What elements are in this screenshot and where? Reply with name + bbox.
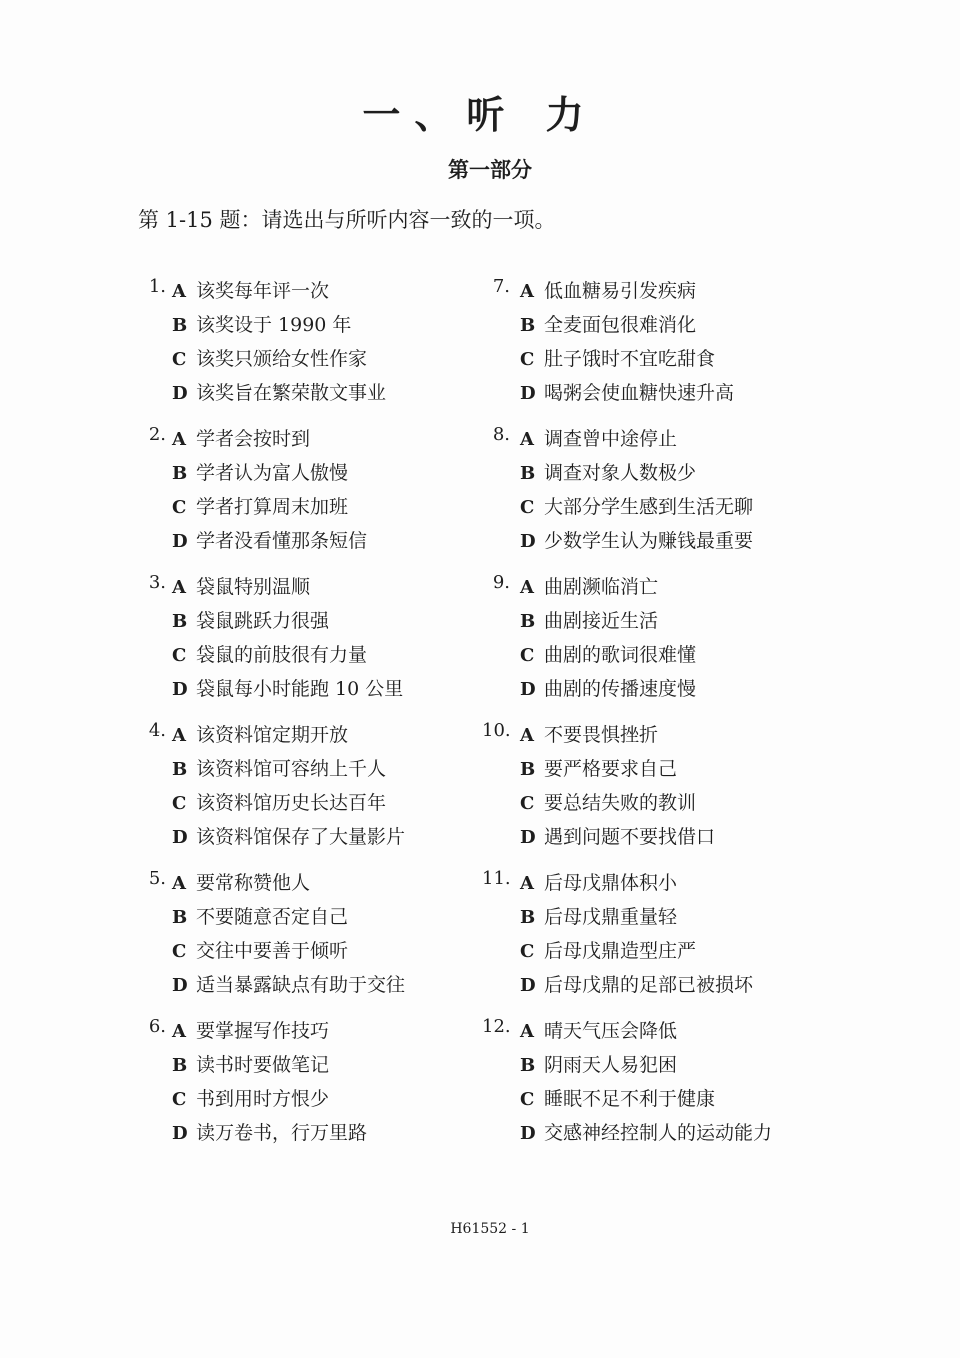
option-text: 调查曾中途停止 bbox=[544, 428, 678, 450]
option-letter: A bbox=[172, 281, 186, 302]
answer-option[interactable] bbox=[172, 1084, 329, 1118]
option-letter: A bbox=[520, 873, 534, 894]
option-text: 该奖只颁给女性作家 bbox=[196, 348, 368, 370]
option-text: 后母戊鼎的足部已被损坏 bbox=[544, 974, 754, 996]
option-letter: D bbox=[520, 531, 536, 552]
option-letter: C bbox=[520, 645, 535, 666]
answer-option[interactable] bbox=[520, 492, 753, 526]
option-letter: C bbox=[520, 349, 535, 370]
option-letter: C bbox=[520, 941, 535, 962]
option-letter: C bbox=[172, 941, 187, 962]
option-letter: D bbox=[172, 383, 188, 404]
option-letter: B bbox=[520, 463, 536, 484]
option-text: 曲剧的传播速度慢 bbox=[544, 678, 697, 700]
question-number: 11. bbox=[482, 868, 511, 889]
option-letter: B bbox=[172, 315, 188, 336]
answer-option[interactable] bbox=[172, 720, 348, 754]
option-letter: B bbox=[520, 315, 536, 336]
answer-option[interactable] bbox=[172, 1118, 367, 1152]
option-letter: C bbox=[520, 793, 535, 814]
answer-option[interactable] bbox=[172, 1016, 329, 1050]
answer-option[interactable] bbox=[520, 902, 677, 936]
questions-right-column bbox=[482, 276, 902, 1164]
question-number: 7. bbox=[492, 276, 510, 297]
option-text: 低血糖易引发疾病 bbox=[544, 280, 697, 302]
option-text: 肚子饿时不宜吃甜食 bbox=[544, 348, 716, 370]
option-text: 不要随意否定自己 bbox=[196, 906, 349, 928]
option-text: 要常称赞他人 bbox=[196, 872, 311, 894]
option-text: 睡眠不足不利于健康 bbox=[544, 1088, 716, 1110]
option-text: 大部分学生感到生活无聊 bbox=[544, 496, 754, 518]
option-text: 该奖每年评一次 bbox=[196, 280, 330, 302]
option-letter: D bbox=[520, 975, 536, 996]
answer-option[interactable] bbox=[520, 606, 658, 640]
option-letter: A bbox=[172, 577, 186, 598]
answer-option[interactable] bbox=[520, 1016, 677, 1050]
option-letter: B bbox=[520, 759, 536, 780]
section-title: 一、听 力 bbox=[362, 92, 598, 137]
answer-option[interactable] bbox=[520, 424, 677, 458]
option-letter: B bbox=[172, 1055, 188, 1076]
option-text: 学者会按时到 bbox=[196, 428, 311, 450]
answer-option[interactable] bbox=[520, 310, 696, 344]
option-letter: C bbox=[520, 1089, 535, 1110]
answer-option[interactable] bbox=[520, 822, 715, 856]
answer-option[interactable] bbox=[520, 344, 715, 378]
part-heading: 第一部分 bbox=[448, 157, 532, 182]
answer-option[interactable] bbox=[520, 640, 696, 674]
answer-option[interactable] bbox=[520, 1084, 715, 1118]
answer-option[interactable] bbox=[172, 344, 367, 378]
question-item bbox=[482, 1016, 902, 1164]
option-text: 曲剧濒临消亡 bbox=[544, 576, 659, 598]
option-letter: B bbox=[172, 759, 188, 780]
option-letter: D bbox=[172, 827, 188, 848]
option-text: 后母戊鼎体积小 bbox=[544, 872, 678, 894]
question-item bbox=[482, 276, 902, 424]
option-letter: C bbox=[172, 349, 187, 370]
option-letter: A bbox=[172, 725, 186, 746]
option-text: 袋鼠的前肢很有力量 bbox=[196, 644, 368, 666]
answer-option[interactable] bbox=[520, 674, 696, 708]
option-letter: D bbox=[520, 827, 536, 848]
option-text: 袋鼠特别温顺 bbox=[196, 576, 311, 598]
option-letter: B bbox=[172, 611, 188, 632]
answer-option[interactable] bbox=[520, 378, 734, 412]
option-letter: D bbox=[172, 975, 188, 996]
option-letter: B bbox=[520, 907, 536, 928]
option-text: 该资料馆定期开放 bbox=[196, 724, 349, 746]
answer-option[interactable] bbox=[520, 936, 696, 970]
question-item bbox=[482, 720, 902, 868]
answer-option[interactable] bbox=[172, 970, 405, 1004]
answer-option[interactable] bbox=[520, 720, 658, 754]
question-number: 3. bbox=[148, 572, 166, 593]
answer-option[interactable] bbox=[172, 788, 386, 822]
answer-option[interactable] bbox=[172, 424, 310, 458]
answer-option[interactable] bbox=[520, 1118, 772, 1152]
option-text: 学者打算周末加班 bbox=[196, 496, 349, 518]
option-letter: A bbox=[520, 1021, 534, 1042]
option-letter: B bbox=[172, 463, 188, 484]
option-text: 读书时要做笔记 bbox=[196, 1054, 330, 1076]
option-text: 少数学生认为赚钱最重要 bbox=[544, 530, 754, 552]
question-number: 8. bbox=[492, 424, 510, 445]
option-letter: A bbox=[520, 577, 534, 598]
answer-option[interactable] bbox=[520, 276, 696, 310]
option-letter: A bbox=[172, 1021, 186, 1042]
answer-option[interactable] bbox=[520, 868, 677, 902]
option-text: 不要畏惧挫折 bbox=[544, 724, 659, 746]
question-number: 12. bbox=[482, 1016, 511, 1037]
option-text: 要严格要求自己 bbox=[544, 758, 678, 780]
option-letter: C bbox=[520, 497, 535, 518]
question-number: 6. bbox=[148, 1016, 166, 1037]
answer-option[interactable] bbox=[172, 572, 310, 606]
answer-option[interactable] bbox=[520, 970, 753, 1004]
question-number: 4. bbox=[148, 720, 166, 741]
option-text: 该奖设于 1990 年 bbox=[196, 314, 352, 336]
option-text: 袋鼠跳跃力很强 bbox=[196, 610, 330, 632]
option-letter: C bbox=[172, 793, 187, 814]
option-text: 要掌握写作技巧 bbox=[196, 1020, 330, 1042]
option-letter: D bbox=[172, 1123, 188, 1144]
option-text: 调查对象人数极少 bbox=[544, 462, 697, 484]
answer-option[interactable] bbox=[172, 1050, 329, 1084]
option-letter: D bbox=[172, 531, 188, 552]
option-text: 书到用时方恨少 bbox=[196, 1088, 330, 1110]
page-footer: H61552 - 1 bbox=[450, 1221, 530, 1237]
option-text: 该奖旨在繁荣散文事业 bbox=[196, 382, 387, 404]
answer-option[interactable] bbox=[172, 640, 367, 674]
option-letter: A bbox=[520, 429, 534, 450]
question-number: 9. bbox=[492, 572, 510, 593]
option-text: 适当暴露缺点有助于交往 bbox=[196, 974, 406, 996]
answer-option[interactable] bbox=[172, 378, 386, 412]
option-text: 全麦面包很难消化 bbox=[544, 314, 697, 336]
option-text: 该资料馆可容纳上千人 bbox=[196, 758, 387, 780]
question-number: 10. bbox=[482, 720, 511, 741]
question-item bbox=[482, 868, 902, 1016]
answer-option[interactable] bbox=[172, 492, 348, 526]
option-letter: A bbox=[172, 873, 186, 894]
option-letter: B bbox=[520, 611, 536, 632]
option-text: 喝粥会使血糖快速升高 bbox=[544, 382, 735, 404]
option-letter: A bbox=[520, 281, 534, 302]
option-letter: D bbox=[172, 679, 188, 700]
option-letter: D bbox=[520, 679, 536, 700]
answer-option[interactable] bbox=[172, 276, 329, 310]
option-text: 后母戊鼎造型庄严 bbox=[544, 940, 697, 962]
option-text: 阴雨天人易犯困 bbox=[544, 1054, 678, 1076]
option-letter: A bbox=[172, 429, 186, 450]
option-text: 袋鼠每小时能跑 10 公里 bbox=[196, 678, 404, 700]
option-text: 后母戊鼎重量轻 bbox=[544, 906, 678, 928]
answer-option[interactable] bbox=[172, 458, 348, 492]
question-number: 5. bbox=[148, 868, 166, 889]
option-letter: D bbox=[520, 1123, 536, 1144]
question-number: 1. bbox=[148, 276, 166, 297]
option-text: 学者没看懂那条短信 bbox=[196, 530, 368, 552]
answer-option[interactable] bbox=[520, 572, 658, 606]
answer-option[interactable] bbox=[172, 606, 329, 640]
option-text: 该资料馆保存了大量影片 bbox=[196, 826, 406, 848]
option-text: 交往中要善于倾听 bbox=[196, 940, 349, 962]
option-text: 读万卷书，行万里路 bbox=[196, 1122, 368, 1144]
answer-option[interactable] bbox=[172, 822, 405, 856]
option-letter: A bbox=[520, 725, 534, 746]
option-text: 曲剧的歌词很难懂 bbox=[544, 644, 697, 666]
question-number: 2. bbox=[148, 424, 166, 445]
option-letter: D bbox=[520, 383, 536, 404]
answer-option[interactable] bbox=[520, 754, 677, 788]
answer-option[interactable] bbox=[172, 310, 351, 344]
question-item bbox=[482, 572, 902, 720]
option-text: 要总结失败的教训 bbox=[544, 792, 697, 814]
answer-option[interactable] bbox=[520, 1050, 677, 1084]
answer-option[interactable] bbox=[172, 902, 348, 936]
question-item bbox=[482, 424, 902, 572]
answer-option[interactable] bbox=[172, 936, 348, 970]
option-text: 遇到问题不要找借口 bbox=[544, 826, 716, 848]
answer-option[interactable] bbox=[172, 674, 403, 708]
option-text: 学者认为富人傲慢 bbox=[196, 462, 349, 484]
option-letter: C bbox=[172, 497, 187, 518]
option-letter: C bbox=[172, 645, 187, 666]
option-letter: B bbox=[520, 1055, 536, 1076]
option-text: 晴天气压会降低 bbox=[544, 1020, 678, 1042]
answer-option[interactable] bbox=[172, 868, 310, 902]
answer-option[interactable] bbox=[520, 458, 696, 492]
instruction-text: 第 1-15 题：请选出与所听内容一致的一项。 bbox=[138, 208, 556, 232]
option-text: 交感神经控制人的运动能力 bbox=[544, 1122, 773, 1144]
option-letter: B bbox=[172, 907, 188, 928]
answer-option[interactable] bbox=[520, 526, 753, 560]
option-text: 曲剧接近生活 bbox=[544, 610, 659, 632]
option-text: 该资料馆历史长达百年 bbox=[196, 792, 387, 814]
answer-option[interactable] bbox=[520, 788, 696, 822]
answer-option[interactable] bbox=[172, 754, 386, 788]
option-letter: C bbox=[172, 1089, 187, 1110]
answer-option[interactable] bbox=[172, 526, 367, 560]
